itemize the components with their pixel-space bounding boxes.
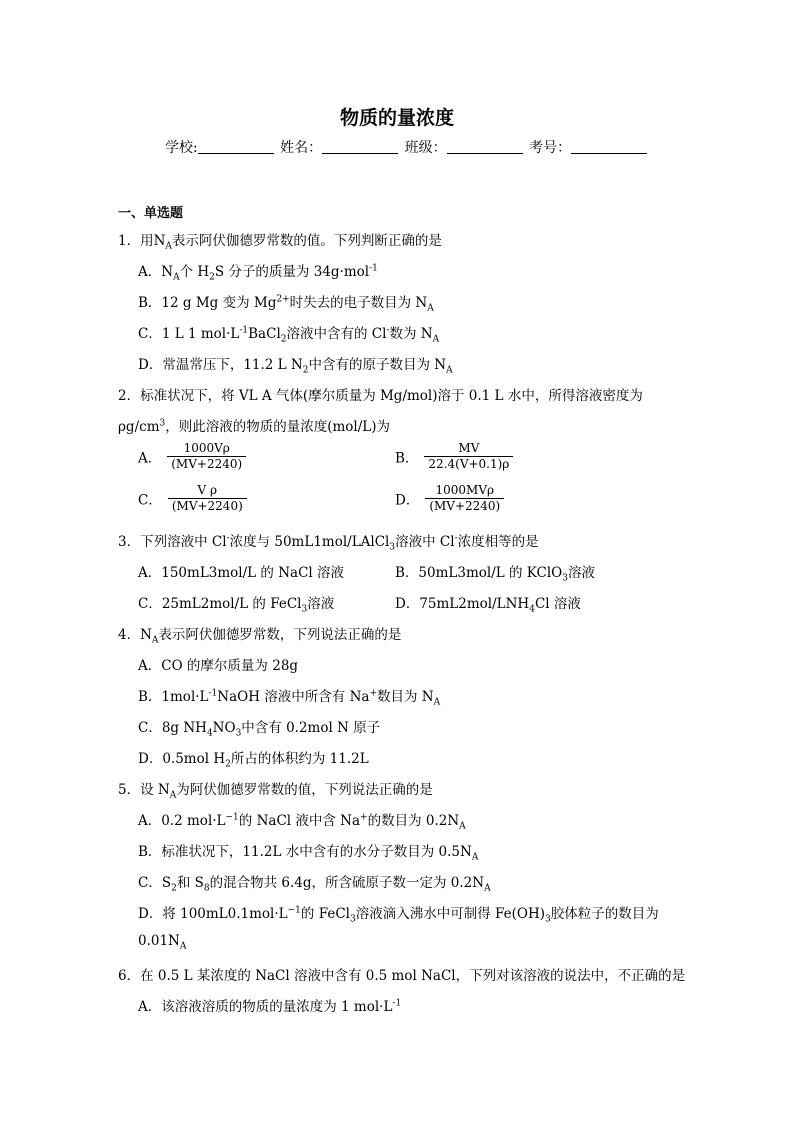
school-field[interactable] (198, 139, 274, 154)
class-label: 班级： (404, 140, 447, 156)
q5-option-d[interactable]: D．将 $100mL0.1mol\cdot L^{-1}$的 FeCl$_3$溶液滴入沸水中可制得 $Fe(OH)_3$胶体粒子的数目为 (138, 905, 659, 925)
q5-option-a[interactable]: A．0.2 $mol\cdot L^{-1}$的 NaCl 液中含 Na+的数目为 $0.2N_A$ (138, 812, 466, 832)
q4-stem: 4．$N_A$表示阿伏伽德罗常数，下列说法正确的是 (118, 627, 402, 646)
q4-option-a[interactable]: A．CO 的摩尔质量为 28g (138, 658, 299, 674)
section-heading: 一、单选题 (118, 206, 184, 221)
q4-option-b[interactable]: B．$1mol\cdot L^{-1}NaOH$ 溶液中所含有 Na+数目为 $N_A$ (138, 688, 441, 708)
student-info (165, 137, 649, 157)
q6-stem: 6．在 0.5 L 某浓度的 NaCl 溶液中含有 0.5 mol NaCl，下列对该溶液的说法中，不正确的是 (118, 968, 686, 984)
number-label: 考号： (529, 140, 572, 156)
q3-option-b[interactable]: B．50mL3mol/L 的 KClO$_3$溶液 (395, 565, 595, 584)
q1-option-d[interactable]: D．常温常压下，11.2 L $N_2$中含有的原子数目为 $N_A$ (138, 357, 453, 376)
school-label: 学校: (165, 140, 198, 156)
name-field[interactable] (322, 139, 398, 154)
q4-option-c[interactable]: C．8g $NH_4NO_3$中含有 0.2mol N 原子 (138, 720, 381, 739)
number-field[interactable] (571, 139, 647, 154)
q5-option-c[interactable]: C．$S_2$和 $S_8$的混合物共 6.4g，所含硫原子数一定为 $0.2N_A$ (138, 875, 491, 894)
fraction: $\frac{\text{V ρ}}{(MV+2240)}$ (168, 483, 247, 514)
q1-option-a[interactable]: A．$N_A$个 $H_2S$ 分子的质量为 34g·mol$^{-1}$ (138, 263, 378, 283)
q1-stem: 1．用$N_A$表示阿伏伽德罗常数的值。下列判断正确的是 (118, 233, 442, 252)
name-label: 姓名： (280, 140, 323, 156)
q2-option-a[interactable]: A． $\frac{1000V\rho}{(MV+2240)}$ (138, 441, 246, 472)
q1-option-c[interactable]: C．1 L 1 $mol\cdot L^{-1}BaCl_2$溶液中含有的 Cl-数为 $N_A$ (138, 325, 440, 345)
fraction: $\frac{1000V\rho}{(MV+2240)}$ (167, 441, 246, 472)
q5-option-d-cont: $0.01N_A$ (138, 933, 187, 952)
fraction: $\frac{\text{1000MVρ}}{(MV+2240)}$ (425, 483, 504, 514)
page-title: 物质的量浓度 (339, 107, 454, 129)
q3-option-c[interactable]: C．25mL2mol/L 的 FeCl$_3$溶液 (138, 596, 335, 615)
q5-option-b[interactable]: B．标准状况下，11.2L 水中含有的水分子数目为 $0.5N_A$ (138, 844, 479, 863)
q2-stem-line1: 2．标准状况下，将 VL A 气体(摩尔质量为 Mg/mol)溶于 0.1 L 水中，所得溶液密度为 (118, 388, 643, 404)
q4-option-d[interactable]: D．0.5mol $H_2$所占的体积约为 11.2L (138, 751, 369, 770)
q2-option-b[interactable]: B． $\frac{MV}{22.4(V+0.1)\rho}$ (395, 441, 513, 472)
q3-stem: 3．下列溶液中 Cl-浓度与 50mL1mol/LAlCl$_3$溶液中 Cl-浓度相等的是 (118, 533, 539, 553)
fraction: $\frac{MV}{22.4(V+0.1)\rho}$ (424, 441, 513, 472)
q6-option-a[interactable]: A．该溶液溶质的物质的量浓度为 1 $mol\cdot L^{-1}$ (138, 998, 402, 1015)
q2-option-c[interactable]: C． $\frac{\text{V ρ}}{(MV+2240)}$ (138, 483, 247, 514)
q3-option-a[interactable]: A．150mL3mol/L 的 NaCl 溶液 (138, 565, 345, 581)
q5-stem: 5．设 $N_A$为阿伏伽德罗常数的值，下列说法正确的是 (118, 782, 433, 801)
q3-option-d[interactable]: D．$75mL2mol/LNH_4Cl$ 溶液 (395, 596, 581, 615)
q2-stem-line2: $\rho g/cm^3$，则此溶液的物质的量浓度(mol/L)为 (118, 418, 391, 435)
q2-option-d[interactable]: D． $\frac{\text{1000MVρ}}{(MV+2240)}$ (395, 483, 504, 514)
q1-option-b[interactable]: B．12 g Mg 变为 $Mg^{2+}$时失去的电子数目为 $N_A$ (138, 294, 434, 314)
class-field[interactable] (447, 139, 523, 154)
